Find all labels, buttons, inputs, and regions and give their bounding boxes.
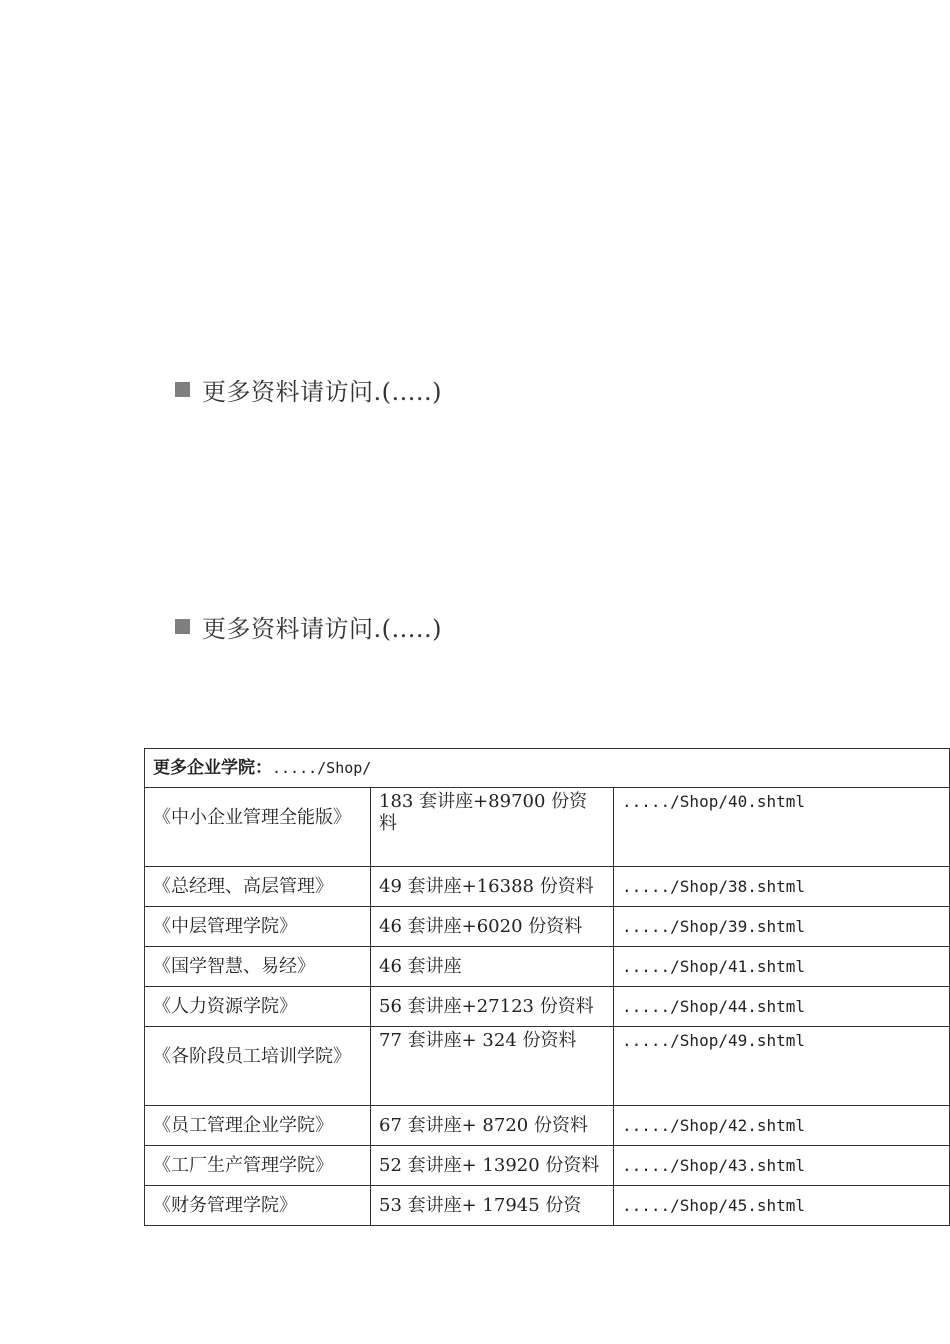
- table-row: [145, 1146, 950, 1186]
- table-row: [145, 1027, 950, 1106]
- shop-table: [144, 748, 950, 1226]
- table-row: [145, 788, 950, 867]
- course-name: 《财务管理学院》: [145, 1186, 371, 1226]
- header-label: 更多企业学院：: [153, 758, 272, 778]
- table-row: [145, 947, 950, 987]
- course-name: 《中层管理学院》: [145, 907, 371, 947]
- course-name: 《总经理、高层管理》: [145, 867, 371, 907]
- course-link[interactable]: ...../Shop/49.shtml: [614, 1027, 950, 1106]
- course-name: 《中小企业管理全能版》: [145, 788, 371, 867]
- table-row: [145, 987, 950, 1027]
- course-count: 67 套讲座+ 8720 份资料: [371, 1106, 614, 1146]
- course-name: 《国学智慧、易经》: [145, 947, 371, 987]
- course-name: 《人力资源学院》: [145, 987, 371, 1027]
- course-link[interactable]: ...../Shop/43.shtml: [614, 1146, 950, 1186]
- course-link[interactable]: ...../Shop/39.shtml: [614, 907, 950, 947]
- course-link[interactable]: ...../Shop/44.shtml: [614, 987, 950, 1027]
- course-count: 46 套讲座: [371, 947, 614, 987]
- table-row: [145, 1186, 950, 1226]
- notice-text: 更多资料请访问.(.....): [202, 378, 442, 406]
- square-bullet-icon: [175, 619, 190, 634]
- course-count: 56 套讲座+27123 份资料: [371, 987, 614, 1027]
- course-count: 77 套讲座+ 324 份资料: [371, 1027, 614, 1106]
- course-name: 《员工管理企业学院》: [145, 1106, 371, 1146]
- course-link[interactable]: ...../Shop/40.shtml: [614, 788, 950, 867]
- notice-line-1: [175, 372, 442, 407]
- course-count: 53 套讲座+ 17945 份资: [371, 1186, 614, 1226]
- course-count: 49 套讲座+16388 份资料: [371, 867, 614, 907]
- course-name: 《各阶段员工培训学院》: [145, 1027, 371, 1106]
- course-link[interactable]: ...../Shop/45.shtml: [614, 1186, 950, 1226]
- course-name: 《工厂生产管理学院》: [145, 1146, 371, 1186]
- table-row: [145, 867, 950, 907]
- notice-line-2: [175, 609, 442, 644]
- course-count: 183 套讲座+89700 份资料: [371, 788, 614, 867]
- notice-text: 更多资料请访问.(.....): [202, 615, 442, 643]
- course-link[interactable]: ...../Shop/42.shtml: [614, 1106, 950, 1146]
- table-header-row: [145, 749, 950, 788]
- course-count: 46 套讲座+6020 份资料: [371, 907, 614, 947]
- table-row: [145, 1106, 950, 1146]
- square-bullet-icon: [175, 382, 190, 397]
- header-url-link[interactable]: ...../Shop/: [272, 759, 372, 777]
- course-count: 52 套讲座+ 13920 份资料: [371, 1146, 614, 1186]
- table-row: [145, 907, 950, 947]
- course-link[interactable]: ...../Shop/38.shtml: [614, 867, 950, 907]
- table-header-cell: [145, 749, 950, 788]
- course-link[interactable]: ...../Shop/41.shtml: [614, 947, 950, 987]
